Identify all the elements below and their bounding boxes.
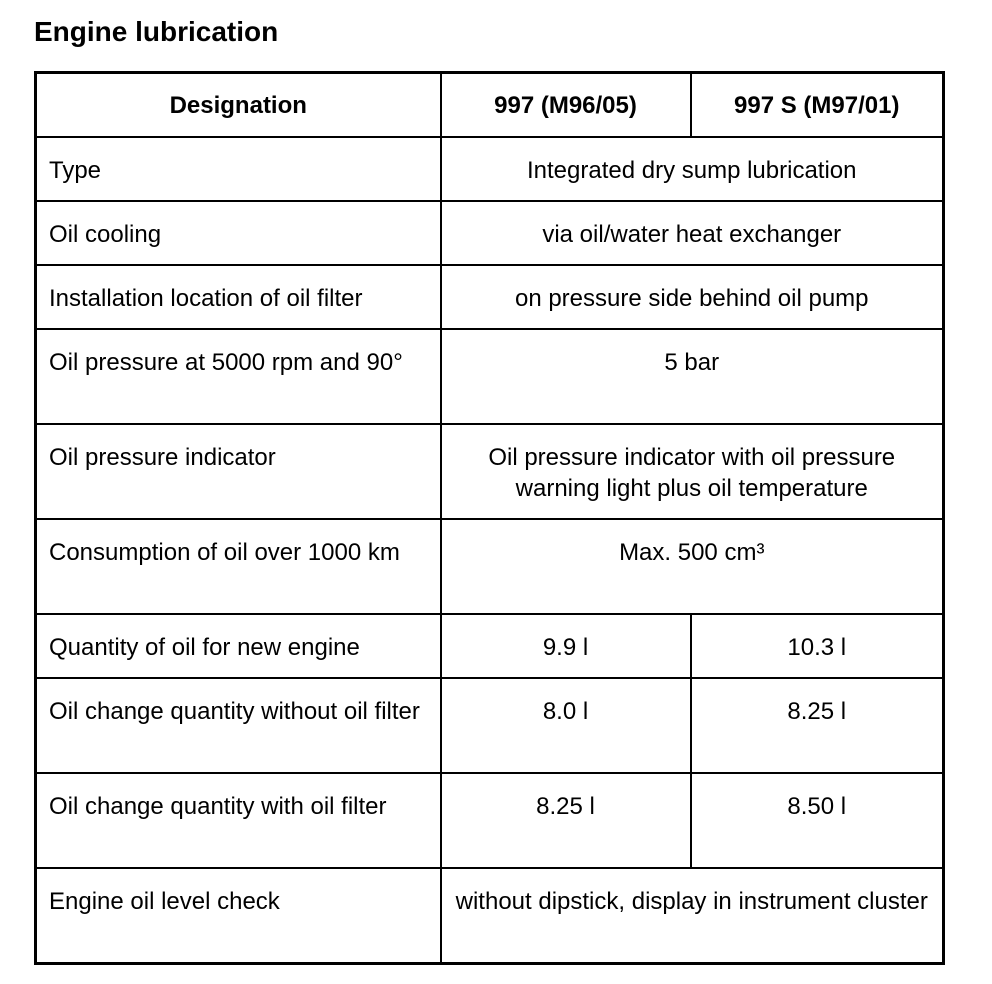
- row-label: Oil pressure indicator: [36, 424, 441, 519]
- row-value: 5 bar: [441, 329, 944, 424]
- table-row: [36, 424, 944, 519]
- table-row: [36, 265, 944, 329]
- table-row: [36, 773, 944, 868]
- table-header-row: [36, 73, 944, 138]
- row-label: Oil pressure at 5000 rpm and 90°: [36, 329, 441, 424]
- page-title: Engine lubrication: [34, 16, 279, 47]
- table-row: [36, 201, 944, 265]
- row-value: Oil pressure indicator with oil pressure warning light plus oil temperature: [441, 424, 944, 519]
- row-value: Max. 500 cm³: [441, 519, 944, 614]
- engine-lubrication-table: [34, 71, 945, 965]
- table-row: [36, 614, 944, 678]
- row-label: Oil change quantity without oil filter: [36, 678, 441, 773]
- table-row: [36, 329, 944, 424]
- row-value: Integrated dry sump lubrication: [441, 137, 944, 201]
- table-row: [36, 868, 944, 964]
- column-header-997s: 997 S (M97/01): [691, 73, 944, 138]
- row-value-997: 8.25 l: [441, 773, 691, 868]
- row-value-997: 9.9 l: [441, 614, 691, 678]
- table-row: [36, 137, 944, 201]
- row-value-997s: 8.50 l: [691, 773, 944, 868]
- row-label: Engine oil level check: [36, 868, 441, 964]
- row-label: Oil change quantity with oil filter: [36, 773, 441, 868]
- row-label: Type: [36, 137, 441, 201]
- column-header-designation: Designation: [36, 73, 441, 138]
- row-value-997: 8.0 l: [441, 678, 691, 773]
- row-value: via oil/water heat exchanger: [441, 201, 944, 265]
- row-label: Installation location of oil filter: [36, 265, 441, 329]
- row-label: Quantity of oil for new engine: [36, 614, 441, 678]
- column-header-997: 997 (M96/05): [441, 73, 691, 138]
- row-value-997s: 8.25 l: [691, 678, 944, 773]
- row-label: Consumption of oil over 1000 km: [36, 519, 441, 614]
- table-row: [36, 678, 944, 773]
- row-value: without dipstick, display in instrument cluster: [441, 868, 944, 964]
- row-label: Oil cooling: [36, 201, 441, 265]
- row-value: on pressure side behind oil pump: [441, 265, 944, 329]
- table-row: [36, 519, 944, 614]
- row-value-997s: 10.3 l: [691, 614, 944, 678]
